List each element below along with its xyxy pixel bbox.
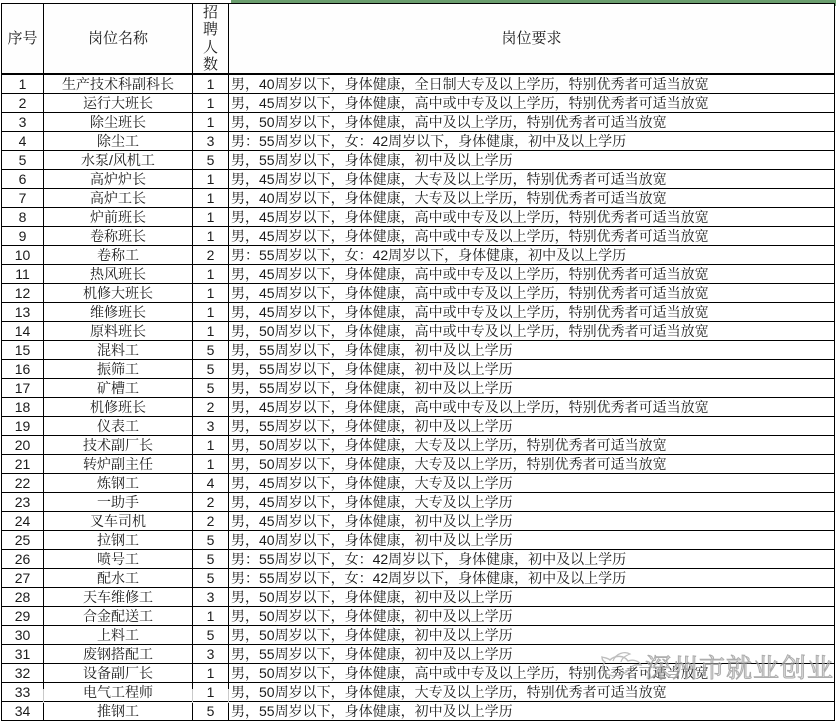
position-name-cell: 推钢工 — [44, 702, 193, 721]
requirements-cell: 男，50周岁以下，身体健康，大专及以上学历，特别优秀者可适当放宽 — [229, 455, 835, 474]
position-name-cell: 维修班长 — [44, 303, 193, 322]
row-index-cell: 4 — [2, 132, 44, 151]
requirements-cell: 男，50周岁以下，身体健康，大专及以上学历，特别优秀者可适当放宽 — [229, 436, 835, 455]
gridline-stub — [192, 689, 193, 703]
requirements-cell: 男，55周岁以下，身体健康，初中及以上学历 — [229, 379, 835, 398]
table-row — [2, 189, 835, 208]
row-index-cell: 8 — [2, 208, 44, 227]
position-name-cell: 除尘班长 — [44, 113, 193, 132]
row-index-cell: 17 — [2, 379, 44, 398]
position-name-cell: 原料班长 — [44, 322, 193, 341]
requirements-cell: 男，45周岁以下，身体健康，高中或中专及以上学历，特别优秀者可适当放宽 — [229, 227, 835, 246]
row-index-cell: 19 — [2, 417, 44, 436]
row-index-cell: 18 — [2, 398, 44, 417]
requirements-cell: 男：55周岁以下，女：42周岁以下，身体健康，初中及以上学历 — [229, 569, 835, 588]
row-index-cell: 34 — [2, 702, 44, 721]
requirements-cell: 男，45周岁以下，身体健康，高中或中专及以上学历，特别优秀者可适当放宽 — [229, 284, 835, 303]
headcount-cell: 4 — [193, 474, 229, 493]
position-name-cell: 一助手 — [44, 493, 193, 512]
gridline-stub — [43, 689, 44, 703]
position-name-cell: 混料工 — [44, 341, 193, 360]
requirements-cell: 男，40周岁以下，身体健康，全日制大专及以上学历，特别优秀者可适当放宽 — [229, 74, 835, 94]
requirements-cell: 男，55周岁以下，身体健康，初中及以上学历 — [229, 341, 835, 360]
job-positions-table — [1, 3, 835, 721]
table-row — [2, 455, 835, 474]
row-index-cell: 11 — [2, 265, 44, 284]
row-index-cell: 5 — [2, 151, 44, 170]
table-row — [2, 683, 835, 702]
requirements-cell: 男：55周岁以下，女：42周岁以下，身体健康，初中及以上学历 — [229, 246, 835, 265]
requirements-cell: 男，55周岁以下，身体健康，初中及以上学历 — [229, 360, 835, 379]
position-name-cell: 设备副厂长 — [44, 664, 193, 683]
table-row — [2, 151, 835, 170]
requirements-cell: 男，50周岁以下，身体健康，高中或中专及以上学历，特别优秀者可适当放宽 — [229, 664, 835, 683]
requirements-cell: 男，40周岁以下，身体健康，初中及以上学历 — [229, 531, 835, 550]
position-name-cell: 水泵/风机工 — [44, 151, 193, 170]
requirements-cell: 男，50周岁以下，身体健康，高中或中专及以上学历，特别优秀者可适当放宽 — [229, 322, 835, 341]
position-name-cell: 转炉副主任 — [44, 455, 193, 474]
headcount-cell: 3 — [193, 588, 229, 607]
requirements-cell: 男，45周岁以下，身体健康，大专及以上学历 — [229, 474, 835, 493]
row-index-cell: 24 — [2, 512, 44, 531]
requirements-cell: 男：55周岁以下，女：42周岁以下，身体健康，初中及以上学历 — [229, 550, 835, 569]
headcount-cell: 5 — [193, 702, 229, 721]
header-row — [2, 4, 835, 75]
headcount-cell: 1 — [193, 74, 229, 94]
table-row — [2, 512, 835, 531]
requirements-cell: 男：55周岁以下，女：42周岁以下，身体健康，初中及以上学历 — [229, 132, 835, 151]
table-row — [2, 284, 835, 303]
table-body — [2, 74, 835, 721]
position-name-cell: 矿槽工 — [44, 379, 193, 398]
row-index-cell: 14 — [2, 322, 44, 341]
col-header-headcount: 招聘人数 — [193, 4, 229, 75]
headcount-cell: 1 — [193, 322, 229, 341]
position-name-cell: 合金配送工 — [44, 607, 193, 626]
table-row — [2, 246, 835, 265]
position-name-cell: 炼钢工 — [44, 474, 193, 493]
headcount-cell: 5 — [193, 550, 229, 569]
position-name-cell: 振筛工 — [44, 360, 193, 379]
table-row — [2, 474, 835, 493]
table-row — [2, 132, 835, 151]
requirements-cell: 男，45周岁以下，身体健康，高中或中专及以上学历，特别优秀者可适当放宽 — [229, 398, 835, 417]
requirements-cell: 男，55周岁以下，身体健康，初中及以上学历 — [229, 702, 835, 721]
headcount-cell: 2 — [193, 493, 229, 512]
table-row — [2, 664, 835, 683]
headcount-cell: 1 — [193, 436, 229, 455]
row-index-cell: 27 — [2, 569, 44, 588]
headcount-cell: 5 — [193, 531, 229, 550]
row-index-cell: 3 — [2, 113, 44, 132]
headcount-cell: 5 — [193, 360, 229, 379]
row-index-cell: 33 — [2, 683, 44, 702]
headcount-cell: 5 — [193, 341, 229, 360]
position-name-cell: 热风班长 — [44, 265, 193, 284]
table-row — [2, 360, 835, 379]
requirements-cell: 男，40周岁以下，身体健康，大专及以上学历，特别优秀者可适当放宽 — [229, 189, 835, 208]
table-row — [2, 227, 835, 246]
position-name-cell: 技术副厂长 — [44, 436, 193, 455]
table-row — [2, 493, 835, 512]
requirements-cell: 男，50周岁以下，身体健康，大专及以上学历，特别优秀者可适当放宽 — [229, 683, 835, 702]
gridline-stub — [228, 689, 229, 703]
requirements-cell: 男，55周岁以下，身体健康，初中及以上学历 — [229, 645, 835, 664]
table-row — [2, 607, 835, 626]
row-index-cell: 31 — [2, 645, 44, 664]
position-name-cell: 拉钢工 — [44, 531, 193, 550]
requirements-cell: 男，50周岁以下，身体健康，初中及以上学历 — [229, 588, 835, 607]
row-index-cell: 16 — [2, 360, 44, 379]
table-row — [2, 550, 835, 569]
row-index-cell: 22 — [2, 474, 44, 493]
position-name-cell: 生产技术科副科长 — [44, 74, 193, 94]
table-row — [2, 322, 835, 341]
position-name-cell: 上料工 — [44, 626, 193, 645]
headcount-cell: 5 — [193, 569, 229, 588]
table-row — [2, 569, 835, 588]
table-row — [2, 379, 835, 398]
table-row — [2, 265, 835, 284]
requirements-cell: 男，45周岁以下，身体健康，高中或中专及以上学历，特别优秀者可适当放宽 — [229, 94, 835, 113]
table-row — [2, 74, 835, 94]
row-index-cell: 12 — [2, 284, 44, 303]
table-row — [2, 588, 835, 607]
row-index-cell: 21 — [2, 455, 44, 474]
position-name-cell: 叉车司机 — [44, 512, 193, 531]
row-index-cell: 15 — [2, 341, 44, 360]
row-index-cell: 20 — [2, 436, 44, 455]
requirements-cell: 男，50周岁以下，身体健康，初中及以上学历 — [229, 626, 835, 645]
headcount-cell: 2 — [193, 246, 229, 265]
requirements-cell: 男，50周岁以下，身体健康，高中及以上学历，特别优秀者可适当放宽 — [229, 113, 835, 132]
headcount-cell: 1 — [193, 227, 229, 246]
position-name-cell: 运行大班长 — [44, 94, 193, 113]
headcount-cell: 1 — [193, 265, 229, 284]
row-index-cell: 30 — [2, 626, 44, 645]
col-header-requirements: 岗位要求 — [229, 4, 835, 75]
position-name-cell: 仪表工 — [44, 417, 193, 436]
headcount-cell: 1 — [193, 189, 229, 208]
row-index-cell: 10 — [2, 246, 44, 265]
headcount-cell: 1 — [193, 284, 229, 303]
row-index-cell: 9 — [2, 227, 44, 246]
table-row — [2, 626, 835, 645]
position-name-cell: 卷称工 — [44, 246, 193, 265]
position-name-cell: 卷称班长 — [44, 227, 193, 246]
position-name-cell: 机修大班长 — [44, 284, 193, 303]
col-header-position: 岗位名称 — [44, 4, 193, 75]
table-row — [2, 113, 835, 132]
table-row — [2, 170, 835, 189]
headcount-cell: 3 — [193, 417, 229, 436]
requirements-cell: 男，45周岁以下，身体健康，高中或中专及以上学历，特别优秀者可适当放宽 — [229, 303, 835, 322]
headcount-cell: 1 — [193, 664, 229, 683]
table-row — [2, 531, 835, 550]
headcount-cell: 5 — [193, 379, 229, 398]
headcount-cell: 5 — [193, 626, 229, 645]
headcount-cell: 1 — [193, 170, 229, 189]
table-row — [2, 645, 835, 664]
position-name-cell: 喷号工 — [44, 550, 193, 569]
requirements-cell: 男，45周岁以下，身体健康，高中或中专及以上学历，特别优秀者可适当放宽 — [229, 265, 835, 284]
table-row — [2, 303, 835, 322]
headcount-cell: 5 — [193, 151, 229, 170]
headcount-cell: 1 — [193, 303, 229, 322]
table-row — [2, 398, 835, 417]
requirements-cell: 男，45周岁以下，身体健康，大专及以上学历 — [229, 493, 835, 512]
position-name-cell: 天车维修工 — [44, 588, 193, 607]
headcount-cell: 1 — [193, 683, 229, 702]
row-index-cell: 26 — [2, 550, 44, 569]
headcount-cell: 1 — [193, 113, 229, 132]
headcount-cell: 1 — [193, 607, 229, 626]
row-index-cell: 23 — [2, 493, 44, 512]
row-index-cell: 13 — [2, 303, 44, 322]
requirements-cell: 男，55周岁以下，身体健康，初中及以上学历 — [229, 151, 835, 170]
requirements-cell: 男，50周岁以下，身体健康，初中及以上学历 — [229, 607, 835, 626]
requirements-cell: 男，45周岁以下，身体健康，大专及以上学历，特别优秀者可适当放宽 — [229, 170, 835, 189]
position-name-cell: 除尘工 — [44, 132, 193, 151]
position-name-cell: 废钢搭配工 — [44, 645, 193, 664]
headcount-cell: 1 — [193, 94, 229, 113]
headcount-cell: 1 — [193, 455, 229, 474]
headcount-cell: 3 — [193, 645, 229, 664]
table-row — [2, 436, 835, 455]
row-index-cell: 1 — [2, 74, 44, 94]
headcount-cell: 2 — [193, 512, 229, 531]
table-row — [2, 94, 835, 113]
row-index-cell: 25 — [2, 531, 44, 550]
table-row — [2, 341, 835, 360]
row-index-cell: 32 — [2, 664, 44, 683]
col-header-index: 序号 — [2, 4, 44, 75]
watermark-text: 深州市就业创业 — [644, 653, 834, 683]
position-name-cell: 高炉工长 — [44, 189, 193, 208]
requirements-cell: 男，55周岁以下，身体健康，初中及以上学历 — [229, 417, 835, 436]
headcount-cell: 3 — [193, 132, 229, 151]
row-index-cell: 28 — [2, 588, 44, 607]
position-name-cell: 炉前班长 — [44, 208, 193, 227]
position-name-cell: 电气工程师 — [44, 683, 193, 702]
table-row — [2, 208, 835, 227]
row-index-cell: 7 — [2, 189, 44, 208]
headcount-cell: 1 — [193, 208, 229, 227]
table-row — [2, 702, 835, 721]
requirements-cell: 男，45周岁以下，身体健康，高中或中专及以上学历，特别优秀者可适当放宽 — [229, 208, 835, 227]
position-name-cell: 配水工 — [44, 569, 193, 588]
headcount-cell: 2 — [193, 398, 229, 417]
position-name-cell: 高炉炉长 — [44, 170, 193, 189]
requirements-cell: 男，45周岁以下，身体健康，初中及以上学历 — [229, 512, 835, 531]
row-index-cell: 2 — [2, 94, 44, 113]
position-name-cell: 机修班长 — [44, 398, 193, 417]
table-row — [2, 417, 835, 436]
row-index-cell: 6 — [2, 170, 44, 189]
row-index-cell: 29 — [2, 607, 44, 626]
